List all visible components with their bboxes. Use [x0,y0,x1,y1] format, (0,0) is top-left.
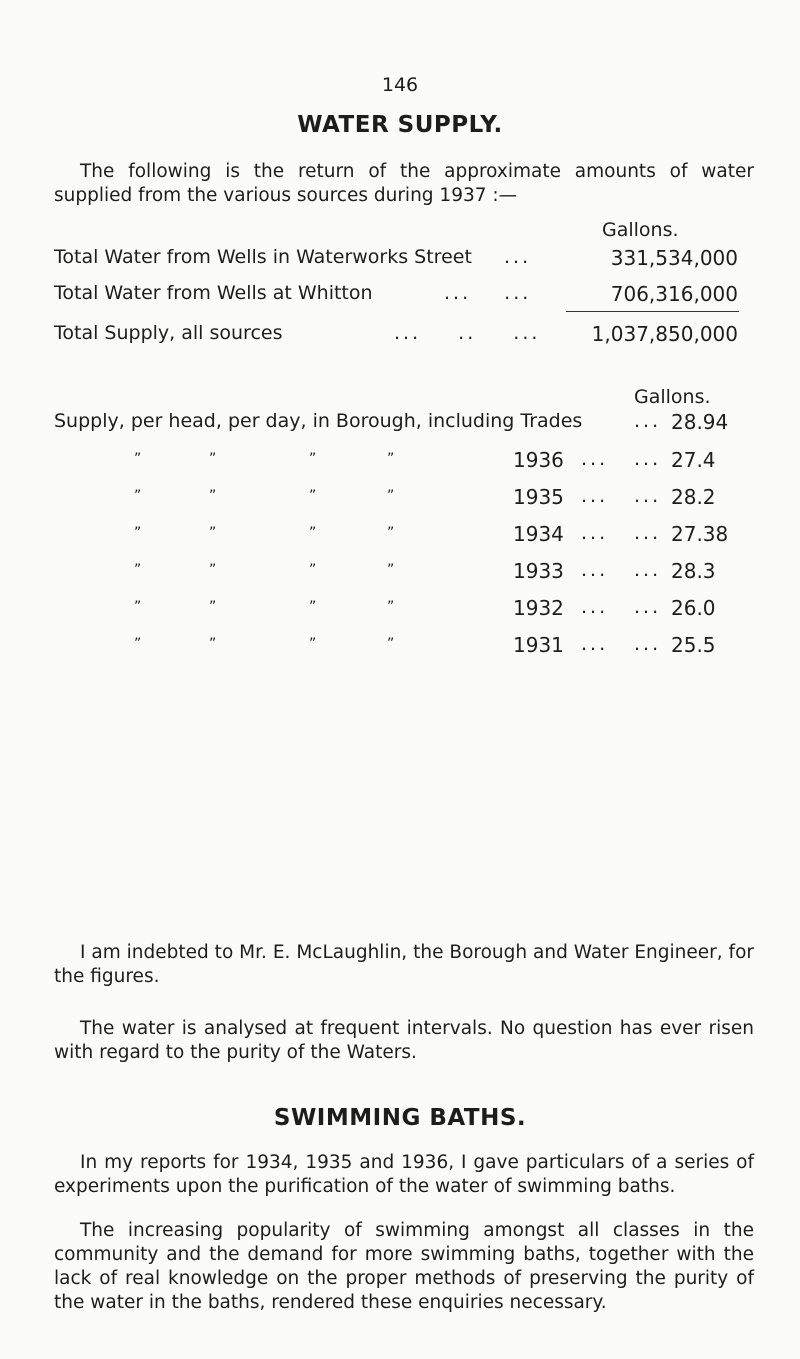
baths-paragraph-1: In my reports for 1934, 1935 and 1936, I gave particulars of a series of experiments upon the purification of the water of swimming baths. [54,1152,754,1197]
swimming-baths-heading: SWIMMING BATHS. [273,1105,527,1131]
year-label: 1933 [513,559,564,583]
dot-leader: ... [581,559,609,581]
dot-leader: ... [581,596,609,618]
dot-leader: ... [634,633,662,655]
ditto-mark: ” [134,451,143,467]
analysis-paragraph: The water is analysed at frequent intervals. No question has ever risen with regard to the purity of the Waters. [54,1018,754,1063]
ditto-mark: ” [387,451,396,467]
per-head-row-1936 [54,448,754,474]
year-label: 1936 [513,448,564,472]
supply-total-value: 1,037,850,000 [591,322,738,346]
gallons-column-header: Gallons. [602,219,679,241]
ditto-mark: ” [209,636,218,652]
per-head-row-1933 [54,559,754,585]
supply-row-value: 331,534,000 [610,246,738,270]
ditto-mark: ” [134,599,143,615]
per-head-value: 25.5 [671,633,716,657]
per-head-value: 27.38 [671,522,729,546]
per-head-gallons-header: Gallons. [634,386,711,408]
per-head-row-1937 [54,410,754,436]
dot-leader: ... [634,485,662,507]
per-head-value: 28.3 [671,559,716,583]
ditto-mark: ” [209,488,218,504]
dot-leader: ... [634,559,662,581]
per-head-row-1932 [54,596,754,622]
ditto-mark: ” [134,636,143,652]
dot-leader: ... [581,522,609,544]
ditto-mark: ” [309,636,318,652]
per-head-value: 26.0 [671,596,716,620]
dot-leader: ... ... [444,282,532,304]
ditto-mark: ” [387,488,396,504]
ditto-mark: ” [134,525,143,541]
supply-row-whitton [54,282,754,308]
total-rule [566,311,739,312]
dot-leader: ... .. ... [394,322,541,344]
supply-row-label: Total Water from Wells at Whitton [54,282,373,304]
ditto-mark: ” [134,488,143,504]
supply-row-label: Total Water from Wells in Waterworks Street [54,246,472,268]
per-head-value: 27.4 [671,448,716,472]
acknowledgement-paragraph: I am indebted to Mr. E. McLaughlin, the Borough and Water Engineer, for the figures. [54,942,754,987]
water-supply-heading: WATER SUPPLY. [297,112,503,138]
water-supply-intro: The following is the return of the approximate amounts of water supplied from the various sources during 1937 :— [54,161,754,206]
supply-total-label: Total Supply, all sources [54,322,283,344]
dot-leader: ... [581,485,609,507]
page-number: 146 [381,74,419,96]
ditto-mark: ” [209,451,218,467]
ditto-mark: ” [309,562,318,578]
ditto-mark: ” [209,599,218,615]
ditto-mark: ” [134,562,143,578]
ditto-mark: ” [209,562,218,578]
dot-leader: ... [634,596,662,618]
year-label: 1932 [513,596,564,620]
year-label: 1935 [513,485,564,509]
ditto-mark: ” [387,636,396,652]
dot-leader: ... [581,448,609,470]
dot-leader: ... [634,410,662,432]
year-label: 1931 [513,633,564,657]
per-head-label: Supply, per head, per day, in Borough, including Trades [54,410,583,432]
supply-row-total [54,322,754,348]
dot-leader: ... [504,246,532,268]
supply-row-waterworks-street [54,246,754,272]
ditto-mark: ” [387,599,396,615]
dot-leader: ... [581,633,609,655]
year-label: 1934 [513,522,564,546]
ditto-mark: ” [209,525,218,541]
per-head-row-1931 [54,633,754,659]
per-head-row-1934 [54,522,754,548]
dot-leader: ... [634,448,662,470]
supply-row-value: 706,316,000 [610,282,738,306]
ditto-mark: ” [309,599,318,615]
dot-leader: ... [634,522,662,544]
ditto-mark: ” [309,451,318,467]
per-head-value: 28.2 [671,485,716,509]
per-head-row-1935 [54,485,754,511]
ditto-mark: ” [309,488,318,504]
ditto-mark: ” [309,525,318,541]
per-head-value: 28.94 [671,410,729,434]
ditto-mark: ” [387,562,396,578]
ditto-mark: ” [387,525,396,541]
baths-paragraph-2: The increasing popularity of swimming amongst all classes in the community and the demand for more swimming baths, together with the lack of real knowledge on the proper methods of preserving the purity of the water in the baths, rendered these enquiries necessary. [54,1220,754,1313]
